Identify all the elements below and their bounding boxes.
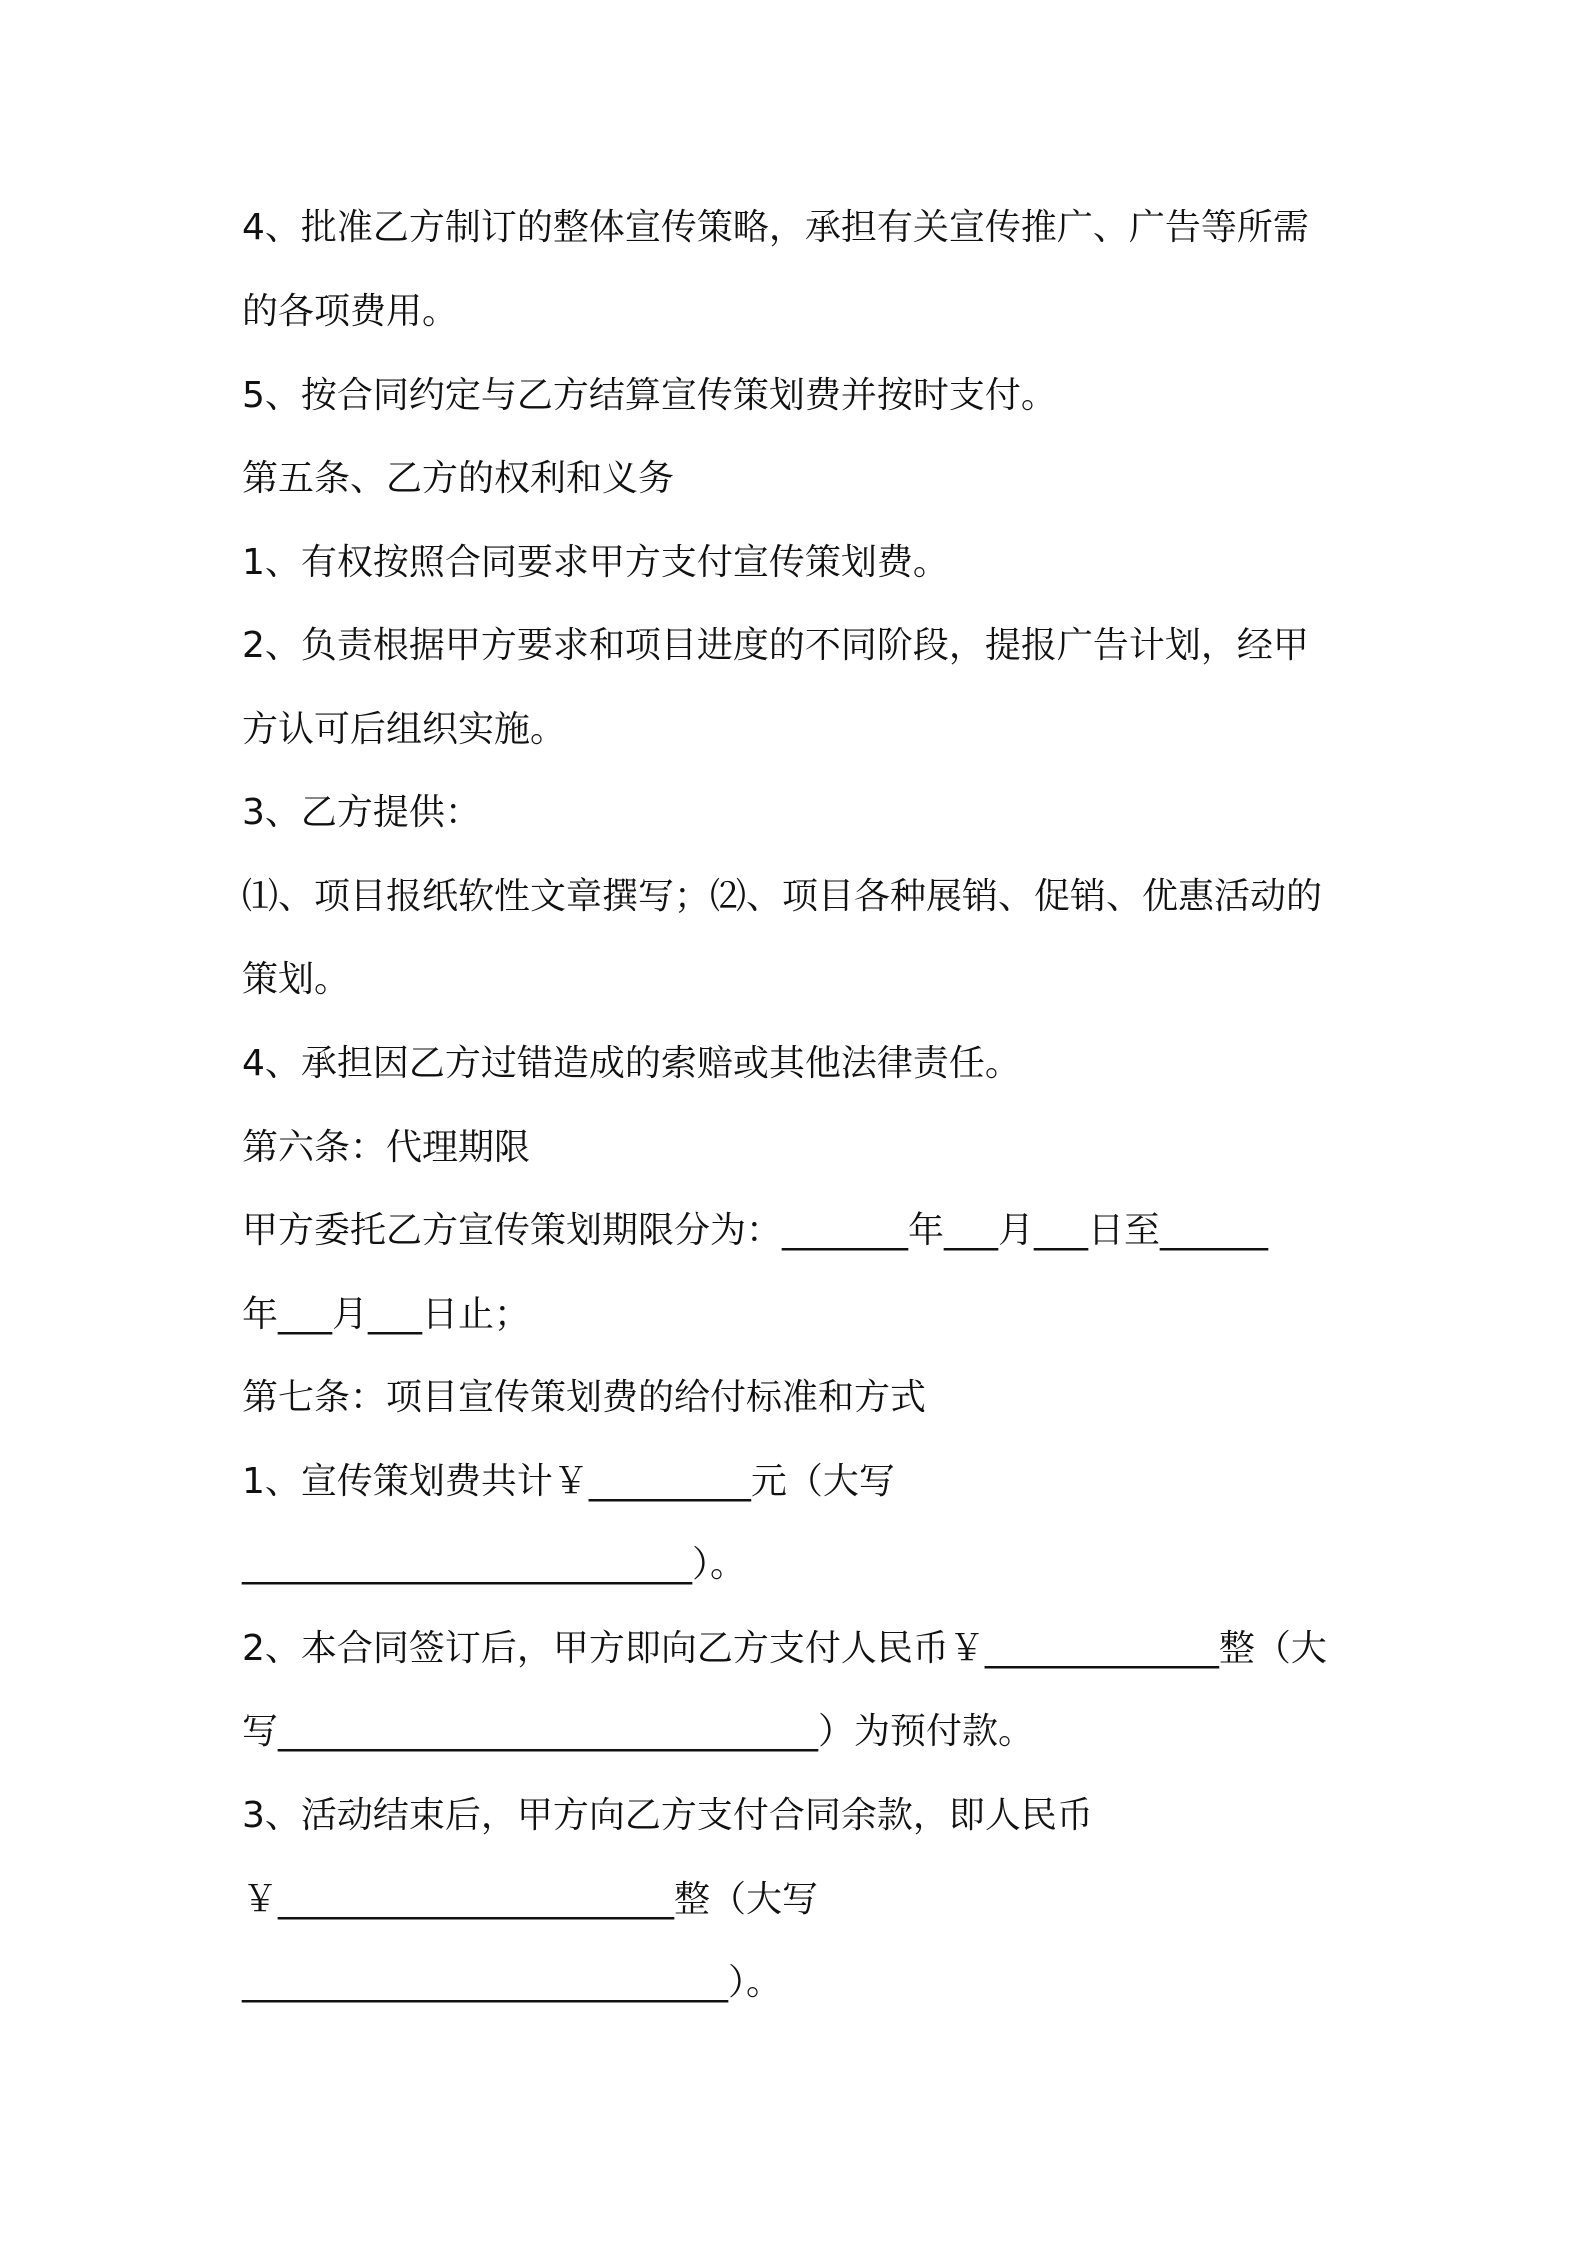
- article-5-item-1: 1、有权按照合同要求甲方支付宣传策划费。: [242, 542, 949, 583]
- fee-total-line-2: _________________________）。: [242, 1544, 747, 1585]
- agency-term-line-2: 年___月___日止；: [242, 1294, 531, 1335]
- agency-term-line-1: 甲方委托乙方宣传策划期限分为：_______年___月___日至______: [242, 1210, 1269, 1251]
- article-5-item-2-line-1: 2、负责根据甲方要求和项目进度的不同阶段，提报广告计划，经甲: [242, 625, 1309, 666]
- advance-payment-line-2: 写______________________________）为预付款。: [242, 1711, 1035, 1752]
- fee-total-line-1: 1、宣传策划费共计￥_________元（大写: [242, 1461, 895, 1502]
- balance-payment-line-1: 3、活动结束后，甲方向乙方支付合同余款，即人民币: [242, 1795, 1093, 1836]
- balance-payment-line-3: ___________________________）。: [242, 1962, 782, 2003]
- article-5-item-2-line-2: 方认可后组织实施。: [242, 709, 567, 750]
- article-5-item-3-detail-line-1: ⑴、项目报纸软性文章撰写；⑵、项目各种展销、促销、优惠活动的: [242, 876, 1323, 917]
- advance-payment-line-1: 2、本合同签订后，甲方即向乙方支付人民币￥_____________整（大: [242, 1628, 1327, 1669]
- clause-4-line-2: 的各项费用。: [242, 291, 459, 332]
- clause-4-line-1: 4、批准乙方制订的整体宣传策略，承担有关宣传推广、广告等所需: [242, 207, 1309, 248]
- article-5-item-3: 3、乙方提供：: [242, 792, 481, 833]
- article-5-item-4: 4、承担因乙方过错造成的索赔或其他法律责任。: [242, 1043, 1021, 1084]
- article-5-item-3-detail-line-2: 策划。: [242, 959, 351, 1000]
- clause-5: 5、按合同约定与乙方结算宣传策划费并按时支付。: [242, 375, 1057, 416]
- balance-payment-line-2: ￥______________________整（大写: [242, 1879, 819, 1920]
- article-7-heading: 第七条：项目宣传策划费的给付标准和方式: [242, 1377, 927, 1418]
- article-6-heading: 第六条：代理期限: [242, 1127, 531, 1168]
- article-5-heading: 第五条、乙方的权利和义务: [242, 458, 675, 499]
